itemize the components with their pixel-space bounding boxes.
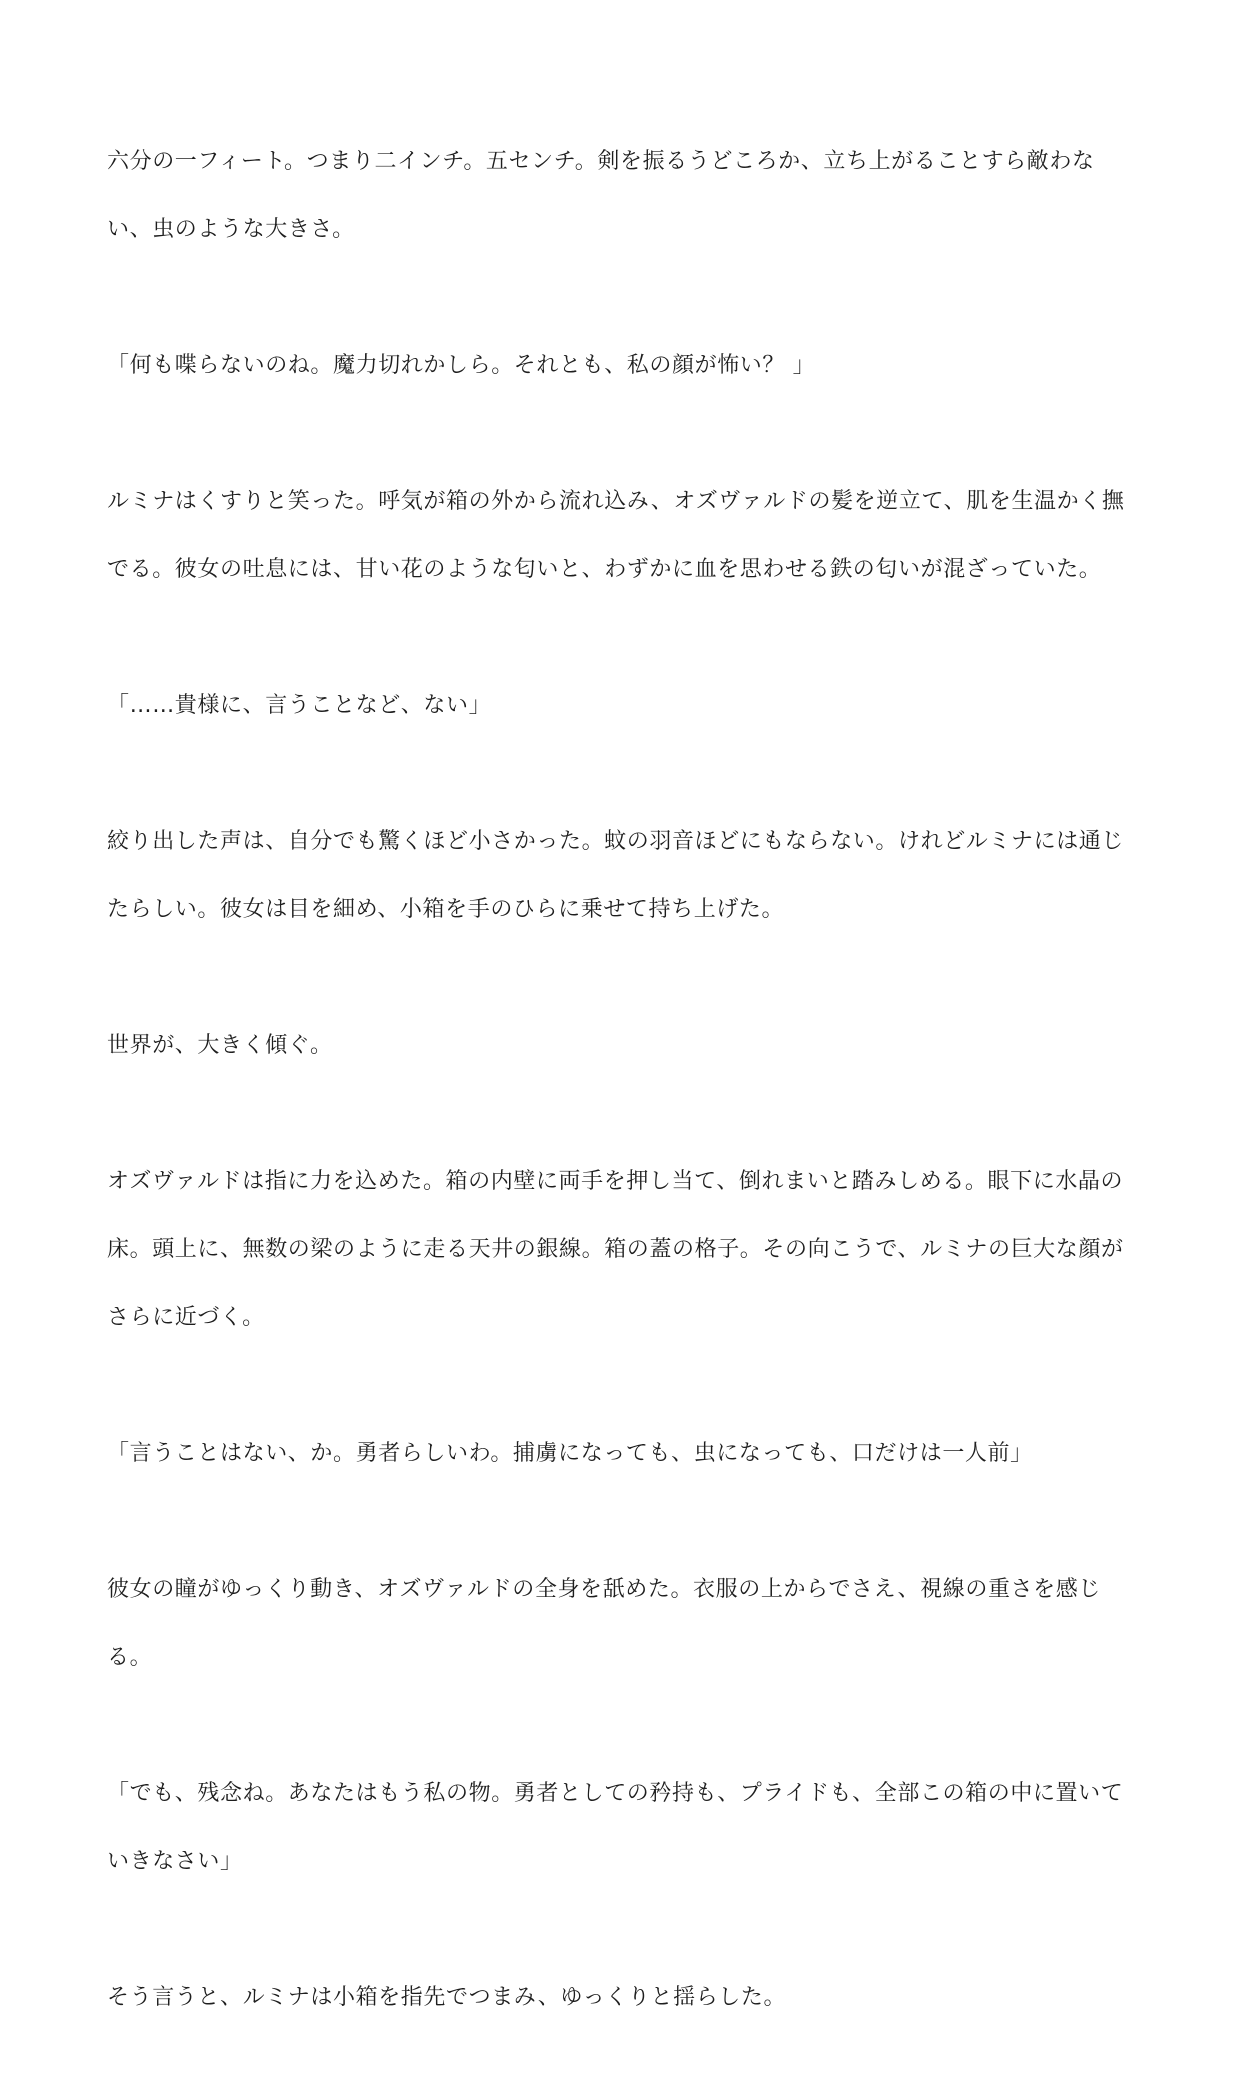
body-text bbox=[107, 128, 1137, 2100]
paragraph: オズヴァルドは指に力を込めた。箱の内壁に両手を押し当て、倒れまいと踏みしめる。眼下に水晶の床。頭上に、無数の梁のように走る天井の銀線。箱の蓋の格子。その向こうで、ルミナの巨大な顔がさらに近づく。 bbox=[107, 1169, 1124, 1330]
paragraph: 世界が、大きく傾ぐ。 bbox=[107, 1033, 333, 1058]
paragraph: 絞り出した声は、自分でも驚くほど小さかった。蚊の羽音ほどにもならない。けれどルミナには通じたらしい。彼女は目を細め、小箱を手のひらに乗せて持ち上げた。 bbox=[107, 829, 1125, 922]
paragraph: ルミナはくすりと笑った。呼気が箱の外から流れ込み、オズヴァルドの髪を逆立て、肌を生温かく撫でる。彼女の吐息には、甘い花のような匂いと、わずかに血を思わせる鉄の匂いが混ざっていた。 bbox=[107, 489, 1125, 582]
dialogue-paragraph: 「でも、残念ね。あなたはもう私の物。勇者としての矜持も、プライドも、全部この箱の中に置いていきなさい」 bbox=[107, 1781, 1124, 1874]
dialogue-paragraph: 「……貴様に、言うことなど、ない」 bbox=[107, 693, 492, 718]
paragraph: 彼女の瞳がゆっくり動き、オズヴァルドの全身を舐めた。衣服の上からでさえ、視線の重さを感じる。 bbox=[107, 1577, 1101, 1670]
dialogue-paragraph: 「言うことはない、か。勇者らしいわ。捕虜になっても、虫になっても、口だけは一人前」 bbox=[107, 1441, 1033, 1466]
paragraph: そう言うと、ルミナは小箱を指先でつまみ、ゆっくりと揺らした。 bbox=[107, 1985, 787, 2010]
paragraph: 六分の一フィート。つまり二インチ。五センチ。剣を振るうどころか、立ち上がることすら敵わない、虫のような大きさ。 bbox=[107, 149, 1095, 242]
dialogue-paragraph: 「何も喋らないのね。魔力切れかしら。それとも、私の顔が怖い？ 」 bbox=[107, 353, 816, 378]
